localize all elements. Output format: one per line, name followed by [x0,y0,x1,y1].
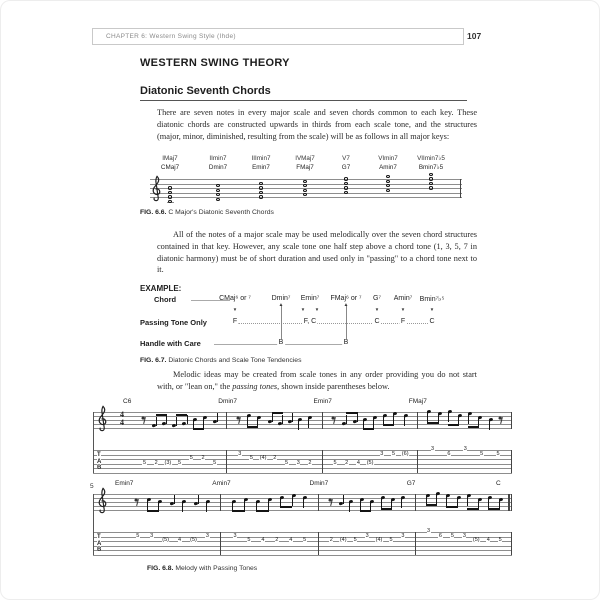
chord-symbol: FMaj⁶ or ⁷ [330,295,362,302]
final-barline [460,179,461,198]
tab-barline [318,532,319,555]
note-stem [268,500,269,510]
roman-numeral-chord: IMaj7 [162,155,178,162]
measure-chord-symbol: G7 [406,480,416,487]
beam [232,510,245,512]
note-stem [203,418,204,428]
paragraph-3-italic: passing tones [232,381,278,391]
down-arrow-icon: ▼ [429,306,435,312]
beam [147,510,160,512]
note-stem [357,413,358,423]
figure-label: FIG. 6.8. [147,565,174,572]
tab-fret-number: (5) [472,537,480,544]
down-arrow-icon: ▼ [300,306,306,312]
passing-tone-letter: F, C [303,317,317,325]
beam [426,504,437,506]
treble-clef-icon [96,487,108,521]
whole-note [386,184,391,187]
whole-note [303,180,308,183]
chord-column [252,154,271,172]
beam [280,506,293,508]
beam [363,428,374,430]
barline [322,412,323,429]
whole-note [344,182,349,185]
staff-line [93,428,512,429]
tab-fret-number: (6) [401,450,409,457]
tab-fret-number: 4 [356,459,360,466]
letter-chord-name: FMaj7 [296,164,314,171]
tab-fret-number: 2 [308,459,312,466]
whole-note [386,189,391,192]
tab-fret-number: 2 [154,459,158,466]
tab-fret-number: 5 [498,537,502,544]
example-label: EXAMPLE: [140,284,182,293]
whole-note [168,186,173,189]
connector-line [346,305,347,342]
passing-tone-letter: F [232,317,238,325]
tab-label-letter: T [97,452,101,458]
note-stem [360,500,361,510]
tab-fret-number: 2 [273,455,277,462]
chord-symbol: Dmin⁷ [271,295,291,302]
note-stem [446,496,447,506]
tab-fret-number: 5 [249,455,253,462]
note-stem [176,417,177,427]
measure-chord-symbol: Amin7 [212,480,231,487]
chord-symbol: Amin⁷ [393,295,413,302]
note-stem [247,416,248,426]
tab-fret-number: 5 [247,537,251,544]
tab-fret-number: 3 [431,446,435,453]
barline [318,494,319,511]
tab-fret-number: 5 [284,459,289,466]
beam [467,508,478,510]
chord-symbol: Emin⁷ [300,295,320,302]
tab-label-letter: T [97,534,101,540]
staff-line [150,197,462,198]
whole-note [429,177,434,180]
down-arrow-icon: ▼ [314,306,320,312]
tab-fret-number: 5 [480,450,484,457]
roman-numeral-chord: V7 [342,155,350,162]
music-system-1 [93,398,512,480]
beam [468,426,479,428]
whole-note [303,184,308,187]
running-header [92,28,464,45]
measure-chord-symbol: Emin7 [313,398,332,405]
system-left-line [93,494,94,555]
roman-numeral-chord: IImin7 [209,155,227,162]
figure-6-6-caption [140,209,274,216]
note-stem [272,413,273,423]
letter-chord-name: Bmin7♭5 [418,164,444,171]
note-stem [198,495,199,505]
tab-fret-number: 5 [450,532,454,539]
page-title: WESTERN SWING THEORY [140,57,290,69]
beam [446,506,457,508]
chord-column [295,154,315,172]
tab-barline [415,532,416,555]
tab-barline [322,450,323,473]
tab-fret-number: 3 [150,532,154,539]
tab-fret-number: 4 [289,537,293,544]
note-stem [448,412,449,422]
tab-fret-number: 4 [486,537,490,544]
tab-fret-number: 5 [353,537,357,544]
tab-fret-number: 3 [205,532,209,539]
treble-clef-icon [150,175,162,209]
whole-note [259,195,264,198]
tab-fret-number: 2 [329,537,333,544]
note-stem [187,415,188,425]
note-stem [206,502,207,512]
note-stem [292,496,293,506]
letter-chord-name: Amin7 [379,164,397,171]
note-stem [467,496,468,506]
note-stem [346,415,347,425]
tab-fret-number: 5 [333,459,337,466]
system-left-line [93,412,94,473]
note-stem [166,415,167,425]
barline [220,494,221,511]
letter-chord-name: Emin7 [252,164,270,171]
tab-fret-number: 5 [136,532,140,539]
tab-fret-number: 3 [238,450,242,457]
chord-column [342,154,350,172]
care-tone-letter: B [278,338,284,346]
whole-note [344,186,349,189]
note-stem [156,417,157,427]
beam [176,414,187,416]
tab-line [93,468,512,469]
end-barline [511,494,512,511]
note-stem [436,494,437,504]
figure-6-8-caption [147,565,257,572]
roman-numeral-chord: IIImin7 [251,155,271,162]
measure-chord-symbol: Dmin7 [309,480,329,487]
tab-fret-number: 3 [426,528,431,535]
letter-chord-name: G7 [341,164,351,171]
chord-column [161,154,179,172]
tab-barline [226,450,227,473]
tab-fret-number: 5 [213,459,217,466]
letter-chord-name: Dmin7 [208,164,228,171]
tab-fret-number: 3 [401,532,405,539]
tab-fret-number: (5) [162,537,169,544]
down-arrow-icon: ▼ [374,306,380,312]
note-stem [489,420,490,430]
paragraph-3 [157,369,477,393]
beam [488,508,499,510]
beam [360,510,371,512]
note-stem [147,500,148,510]
whole-note [216,184,221,187]
tab-label-letter: A [97,458,102,465]
whole-note [303,189,308,192]
note-stem [488,498,489,508]
tab-fret-number: 6 [447,450,451,457]
tab-line [93,532,512,533]
tab-fret-number: (4) [259,455,267,462]
tab-line [93,555,512,556]
eighth-rest [330,499,333,506]
barline [417,412,418,429]
tab-fret-number: 5 [189,455,193,462]
chord-row-label: Chord [154,295,177,304]
whole-note [429,182,434,185]
time-signature-bottom: 4 [120,418,124,427]
down-arrow-icon: ▼ [400,306,406,312]
roman-numeral-chord: VImin7 [378,155,398,162]
note-stem [308,418,309,428]
chapter-header: CHAPTER 6: Western Swing Style (Ihde) [106,33,236,40]
connector-line [281,305,282,342]
note-stem [298,420,299,430]
paragraph-3-post: , shown inside parentheses below. [277,381,390,391]
paragraph-2: All of the notes of a major scale may be used melodically over the seven chord structures contained in that key. However, any scale tone one half step above a chord tone (1, 3, 5, 7 in diatonic harmony) must be of short duration and used only in "passing" to a chord tone next to it. [157,230,477,275]
chord-symbol: CMaj⁶ or ⁷ [219,295,251,302]
note-stem [174,495,175,505]
note-stem [292,413,293,423]
passing-tone-letter: F [400,317,406,325]
beam [346,412,357,414]
tab-fret-number: 4 [261,537,265,544]
measure-number: 5 [90,483,94,490]
tab-line [93,550,512,551]
music-staff [150,179,462,205]
care-row-label: Handle with Care [140,339,201,348]
down-arrow-icon: ▼ [232,306,238,312]
whole-note [168,191,173,194]
page-number: 107 [467,31,482,41]
whole-note [216,189,221,192]
beam [383,424,394,426]
note-stem [404,416,405,426]
measure-chord-symbol: FMaj7 [408,398,427,405]
roman-numeral-chord: IVMaj7 [295,155,315,162]
measure-chord-symbol: Emin7 [115,480,134,487]
chord-column [417,154,445,172]
tab-fret-number: 5 [496,450,500,457]
tab-fret-number: (5) [366,459,374,466]
passing-tone-letter: C [374,317,380,325]
tab-fret-number: (3) [164,459,172,466]
tab-label-letter: B [97,547,102,554]
measure-chord-symbol: Dmin7 [218,398,238,405]
beam [272,412,283,414]
tab-fret-number: 2 [345,459,349,466]
note-stem [217,413,218,423]
note-stem [244,500,245,510]
figure-label: FIG. 6.6. [140,209,167,216]
tab-line [93,546,512,547]
measure-chord-symbol: C6 [123,398,132,405]
section-heading: Diatonic Seventh Chords [140,85,271,97]
beam [193,428,204,430]
tab-fret-number: 3 [296,459,300,466]
tab-label-letter: B [97,465,102,472]
note-stem [373,418,374,428]
tab-fret-number: (5) [190,537,197,544]
paragraph-1: There are seven notes in every major scale and seven chords common to each key. These diatonic chords are constructed upwards in thirds from each scale tone, and the structures (major, minor, diminished, resulting from the scale) will be as follows in all major keys: [157,108,477,141]
tab-label-letter: A [97,540,102,547]
figure-label: FIG. 6.7. [140,357,167,364]
tab-fret-number: 3 [462,532,466,539]
figure-6-7 [140,295,470,353]
whole-note [168,200,173,203]
note-stem [381,498,382,508]
tab-barline [417,450,418,473]
whole-note [259,186,264,189]
figure-6-7-caption [140,357,301,364]
note-stem [343,495,344,505]
beam [381,508,392,510]
music-system-2 [90,480,512,562]
tab-fret-number: 3 [380,450,384,457]
whole-note [429,173,434,176]
tab-fret-number: 3 [365,532,369,539]
whole-note [216,198,221,201]
figure-caption-text: C Major's Diatonic Seventh Chords [168,209,274,216]
up-arrow-icon: ▲ [343,301,349,308]
roman-numeral-chord: VIImin7♭5 [417,155,445,162]
tab-fret-number: 5 [391,450,395,457]
chord-symbol: G⁷ [373,295,381,302]
note-stem [303,498,304,508]
beam [448,424,459,426]
end-chord-symbol: C [496,480,501,487]
tab-fret-number: 4 [178,537,182,544]
tab-barline [220,532,221,555]
final-thick-barline [508,494,510,511]
end-barline [511,412,512,429]
whole-note [344,191,349,194]
tab-fret-number: (4) [339,537,347,544]
note-stem [282,415,283,425]
whole-note [259,191,264,194]
up-arrow-icon: ▲ [278,301,284,308]
tab-fret-number: 3 [233,532,237,539]
chord-column [378,154,398,172]
care-tone-letter: B [343,338,349,346]
tab-fret-number: 5 [389,537,393,544]
tab-fret-number: 2 [275,537,279,544]
whole-note [216,193,221,196]
note-stem [468,414,469,424]
tab-fret-number: (4) [375,537,383,544]
tab-end-barline [511,450,512,473]
tab-fret-number: 5 [142,459,146,466]
whole-note [386,180,391,183]
time-signature-top: 4 [120,410,124,419]
whole-note [429,186,434,189]
passing-row-label: Passing Tone Only [140,318,207,327]
barline [415,494,416,511]
tab-fret-number: 5 [303,537,307,544]
figure-caption-text: Diatonic Chords and Scale Tone Tendencies [168,357,302,364]
beam [247,426,258,428]
chord-column [209,154,227,172]
chord-symbol: Bmin⁷♭⁵ [419,296,445,303]
section-underline [140,100,467,101]
passing-tone-letter: C [429,317,435,325]
treble-clef-icon [96,405,108,439]
note-stem [182,502,183,512]
whole-note [259,182,264,185]
beam [156,414,167,416]
whole-note [303,193,308,196]
tab-end-barline [511,532,512,555]
note-stem [401,498,402,508]
letter-chord-name: CMaj7 [160,164,180,171]
figure-6-6 [150,154,465,214]
whole-note [168,195,173,198]
tab-line [93,473,512,474]
note-stem [393,414,394,424]
note-stem [349,502,350,512]
note-stem [427,412,428,422]
tab-line [93,537,512,538]
barline [226,412,227,429]
figure-caption-text: Melody with Passing Tones [175,565,258,572]
tab-fret-number: 5 [178,459,182,466]
paragraph-3-pre: Melodic ideas may be created from scale tones in any order providing you do not start with, or "lean on," the [157,370,477,391]
beam [427,422,438,424]
whole-note [344,177,349,180]
tab-fret-number: 3 [463,446,467,453]
tab-fret-number: 2 [201,455,205,462]
tab-fret-number: 6 [438,532,442,539]
beam [256,510,269,512]
whole-note [386,175,391,178]
